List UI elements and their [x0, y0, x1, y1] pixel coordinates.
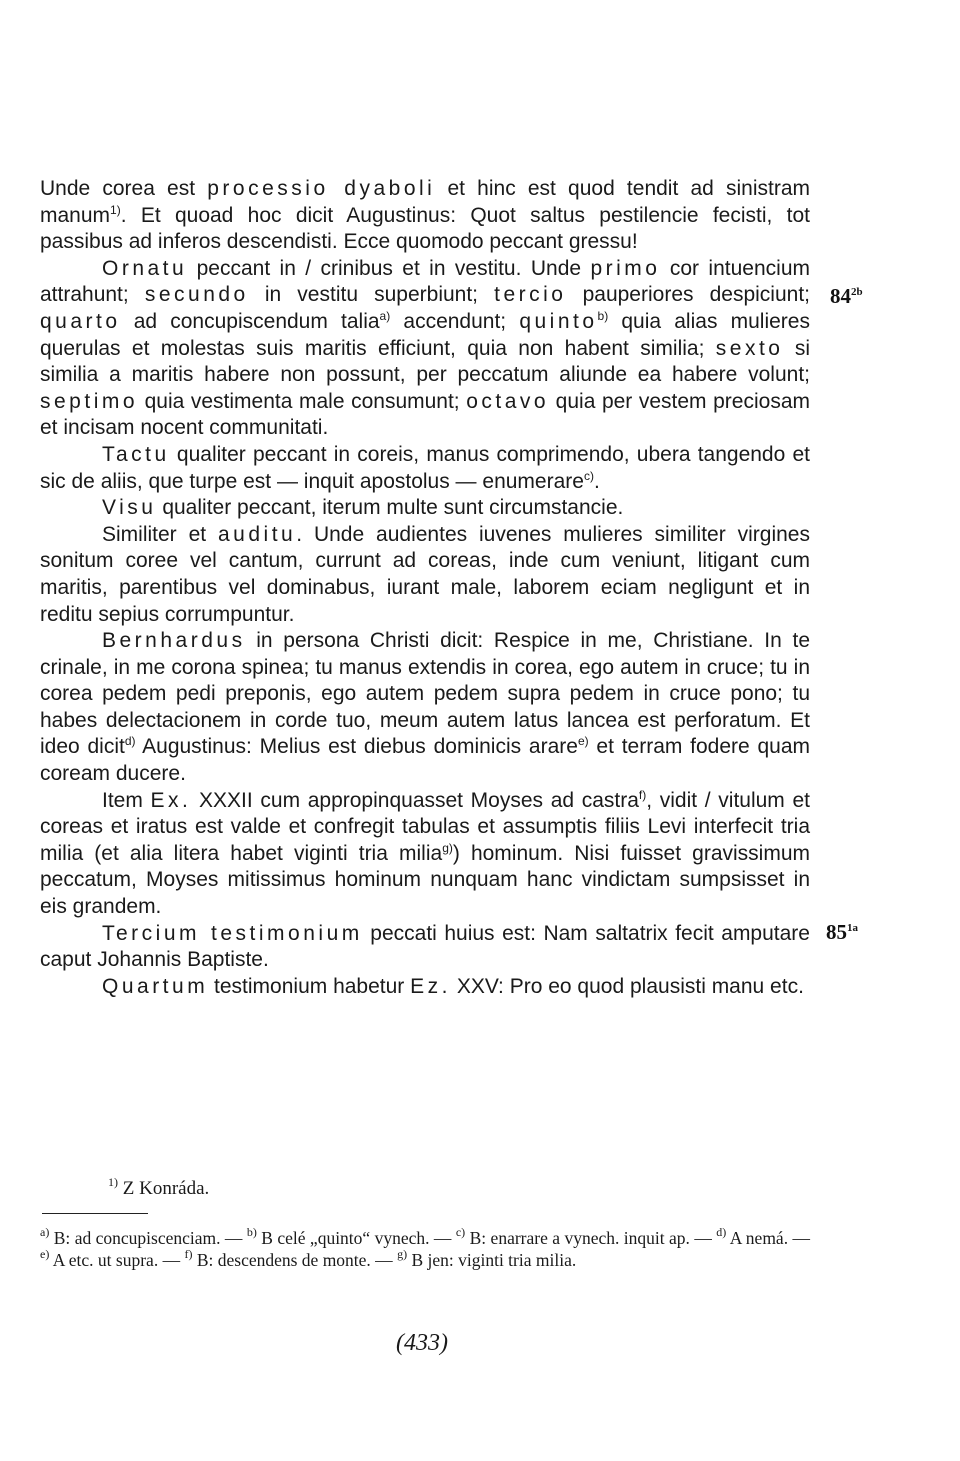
- text-run: Unde corea est: [40, 177, 208, 200]
- text-run: et hinc est quod tendit ad sinistram manum: [40, 177, 810, 227]
- paragraph: [40, 495, 810, 522]
- footnote-marker: f): [184, 1246, 193, 1261]
- spaced-emphasis: quinto: [519, 309, 598, 333]
- margin-folio-sup: 2b: [851, 286, 863, 298]
- page-number: (433): [396, 1330, 448, 1356]
- text-run: cor intuencium attrahunt;: [40, 256, 810, 307]
- text-run: . Et quoad hoc dicit Augustinus: Quot saltus pestilencie fecisti, tot passibus ad inferos descendisti. Ecce quomodo peccant gressu!: [40, 203, 810, 254]
- margin-folio-sup: 1a: [847, 922, 858, 934]
- spaced-emphasis: tercio: [494, 283, 567, 307]
- spaced-emphasis: secundo: [144, 283, 249, 307]
- spaced-emphasis: Bernhardus: [102, 629, 246, 653]
- footnote-marker: c): [583, 468, 594, 483]
- text-run: Item: [102, 788, 151, 812]
- text-run: A nemá. —: [726, 1228, 810, 1248]
- text-run: ) hominum. Nisi fuisset gravissimum peccatum, Moyses mitissimus hominum nunquam hanc vindictam sumpsisset in eis grandem.: [40, 841, 810, 919]
- spaced-emphasis: Tactu: [102, 442, 170, 466]
- footnote-marker: 1): [108, 1175, 118, 1189]
- text-run: B: ad concupiscenciam. —: [49, 1228, 247, 1248]
- text-run: quia alias mulieres querulas et molestas suis maritis efficiunt, quia non habent similia;: [40, 309, 810, 360]
- footnote-marker: b): [246, 1225, 257, 1239]
- text-run: peccati huius est: Nam saltatrix fecit amputare caput Johannis Baptiste.: [40, 921, 810, 972]
- footnote-marker: 1): [110, 202, 121, 217]
- margin-folio-note: [830, 284, 863, 309]
- spaced-emphasis: sexto: [715, 336, 784, 360]
- text-run: B jen: viginti tria milia.: [407, 1249, 577, 1270]
- margin-folio-note: [826, 920, 858, 945]
- spaced-emphasis: processio dyaboli: [207, 177, 436, 200]
- text-run: XXXII cum appropinquasset Moyses ad castra: [191, 788, 639, 812]
- spaced-emphasis: quarto: [40, 309, 121, 333]
- text-run: ad concupiscendum talia: [120, 309, 380, 333]
- text-run: . Unde audientes iuvenes mulieres similiter virgines sonitum coree vel cantum, currunt ad coreas, inde cum veniunt, litigant cum maritis, parentibus vel dominabus, iurant male, laborem eciam negligunt et in reditu sepius corrumpuntur.: [40, 522, 810, 626]
- paragraph: [40, 176, 810, 256]
- footnote-marker: f): [638, 787, 647, 802]
- text-run: Augustinus: Melius est diebus dominicis arare: [135, 735, 578, 759]
- footnote-divider: [42, 1213, 148, 1214]
- margin-folio-number: 84: [830, 284, 851, 308]
- text-run: in vestitu superbiunt;: [248, 283, 495, 307]
- spaced-emphasis: Ex.: [150, 788, 192, 812]
- text-run: in persona Christi dicit: Respice in me, Christiane. In te crinale, in me corona spinea; tu manus extendis in corea, ego autem in cruce; tu in corea pedem pedi preponis, ego autem pedem supra pedem in cruce pono; tu habes delectacionem in corde tuo, meum autem latus lancea est perforatum. Et ideo dicit: [40, 629, 810, 759]
- spaced-emphasis: primo: [590, 256, 661, 280]
- spaced-emphasis: auditu: [217, 522, 297, 546]
- text-run: qualiter peccant in coreis, manus comprimendo, ubera tangendo et sic de aliis, que turpe est — inquit apostolus — enumerare: [40, 442, 810, 493]
- paragraph: [40, 628, 810, 788]
- paragraph: [40, 788, 810, 921]
- text-run: XXV: Pro eo quod plausisti manu etc.: [450, 974, 804, 998]
- text-run: Z Konráda.: [118, 1178, 210, 1199]
- text-run: B celé „quinto“ vynech. —: [256, 1228, 456, 1248]
- text-run: B: enarrare a vynech. inquit ap. —: [465, 1228, 717, 1248]
- critical-apparatus: [40, 1225, 810, 1271]
- text-run: quia per vestem preciosam et incisam nocent communitati.: [40, 389, 810, 440]
- text-run: accendunt;: [390, 309, 520, 333]
- text-run: B: descendens de monte. —: [192, 1249, 398, 1270]
- text-run: pauperiores despiciunt;: [566, 283, 811, 307]
- footnote: [108, 1175, 210, 1200]
- footnote-marker: b): [597, 308, 609, 323]
- footnote-marker: a): [40, 1225, 50, 1239]
- text-run: et terram fodere quam coream ducere.: [40, 735, 811, 786]
- spaced-emphasis: septimo: [40, 389, 139, 413]
- text-run: peccant in / crinibus et in vestitu. Unde: [187, 256, 591, 280]
- paragraph: [40, 256, 810, 442]
- paragraph: [40, 442, 810, 495]
- footnote-marker: g): [442, 840, 453, 855]
- footnote-marker: d): [716, 1225, 727, 1239]
- footnote-marker: c): [455, 1225, 466, 1239]
- text-run: quia vestimenta male consumunt;: [138, 389, 467, 413]
- paragraph: [40, 921, 810, 974]
- text-run: , vidit / vitulum et coreas et iratus est valde et confregit tabulas et assumptis filiis Levi interfecit tria milia (et alia litera habet viginti tria milia: [40, 788, 810, 865]
- text-run: qualiter peccant, iterum multe sunt circumstancie.: [156, 496, 624, 520]
- spaced-emphasis: Tercium testimonium: [102, 921, 363, 945]
- footnote-marker: g): [397, 1246, 408, 1261]
- text-run: testimonium habetur: [208, 974, 411, 998]
- spaced-emphasis: Visu: [102, 496, 157, 520]
- text-run: si similia a maritis habere non possunt, per peccatum aliunde ea habere volunt;: [40, 336, 811, 387]
- spaced-emphasis: Ornatu: [102, 256, 188, 280]
- text-run: .: [593, 469, 600, 493]
- margin-folio-number: 85: [826, 920, 847, 944]
- footnote-marker: d): [124, 734, 136, 749]
- spaced-emphasis: Ez.: [410, 974, 451, 998]
- footnote-marker: e): [577, 734, 589, 749]
- footnote-marker: a): [379, 308, 391, 323]
- text-run: A etc. ut supra. —: [49, 1249, 185, 1270]
- main-text: [40, 176, 810, 1000]
- text-run: Similiter et: [102, 522, 218, 546]
- apparatus-text: [40, 1225, 810, 1271]
- paragraph: [40, 974, 810, 1001]
- spaced-emphasis: Quartum: [102, 974, 209, 998]
- paragraph: [40, 522, 810, 628]
- spaced-emphasis: octavo: [466, 389, 550, 413]
- footnote-marker: e): [40, 1246, 50, 1261]
